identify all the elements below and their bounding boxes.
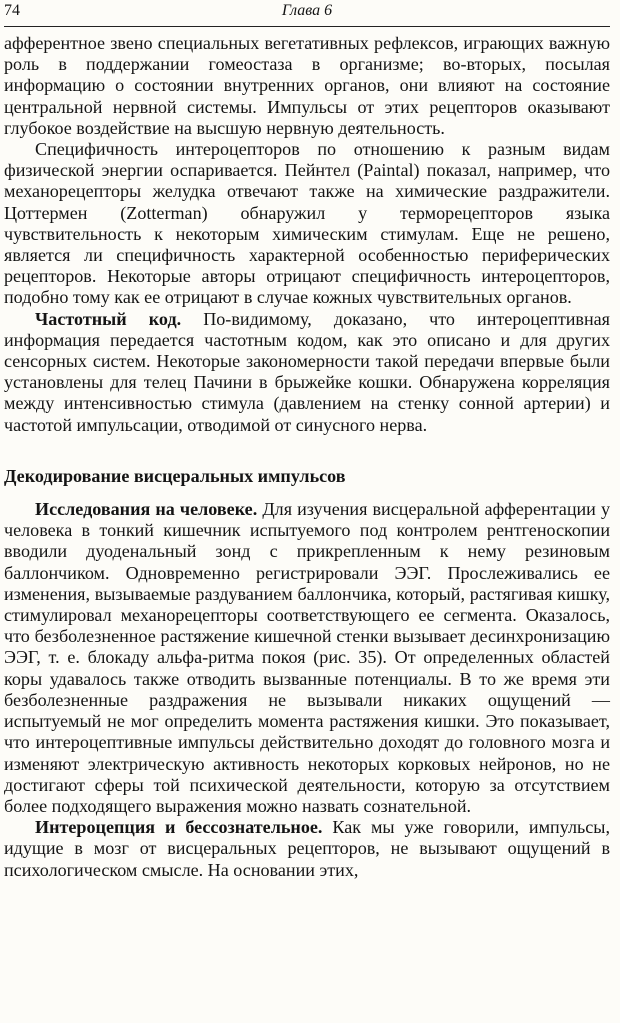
run-in-heading: Интероцепция и бессознательное.: [35, 817, 323, 838]
paragraph: [4, 817, 610, 881]
paragraph-text: Как мы уже говорили, импульсы, идущие в мозг от висцеральных рецепторов, не вызывают ощущений в психологическом смысле. На основании этих,: [4, 817, 610, 880]
paragraph-text: Специфичность интероцепторов по отношению к разным видам физической энергии оспаривается. Пейнтел (Paintal) показал, например, что механорецепторы желудка отвечают также на химические раздражители. Цоттермен (Zotterman) обнаружил у терморецепторов языка чувствительность к некоторым химическим стимулам. Еще не решено, является ли специфичность характерной особенностью периферических рецепторов. Некоторые авторы отрицают специфичность интероцепторов, подобно тому как ее отрицают в случае кожных чувствительных органов.: [4, 139, 610, 308]
running-head: [4, 0, 610, 22]
body-text: [4, 33, 610, 881]
paragraph-text: По-видимому, доказано, что интероцептивная информация передается частотным кодом, как это описано и для других сенсорных систем. Некоторые закономерности такой передачи впервые были установлены для телец Пачини в брыжейке кошки. Обнаружена корреляция между интенсивностью стимула (давлением на стенку сонной артерии) и частотой импульсации, отводимой от синусного нерва.: [4, 308, 610, 435]
paragraph-text: Для изучения висцеральной афферентации у человека в тонкий кишечник испытуемого под контролем рентгеноскопии вводили дуоденальный зонд с прикрепленным к нему резиновым баллончиком. Одновременно регистрировали ЭЭГ. Прослеживались ее изменения, вызываемые раздуванием баллончика, который, растягивая кишку, стимулировал механорецепторы соответствующего ее сегмента. Оказалось, что безболезненное растяжение кишечной стенки вызывает десинхронизацию ЭЭГ, т. е. блокаду альфа-ритма покоя (рис. 35). От определенных областей коры удавалось также отводить вызванные потенциалы. В то же время эти безболезненные раздражения не вызывали никаких ощущений — испытуемый не мог определить момента растяжения кишки. Это показывает, что интероцептивные импульсы действительно доходят до головного мозга и изменяют электрическую активность некоторых корковых нейронов, но не достигают сферы той психической деятельности, которую за отсутствием более подходящего выражения можно назвать сознательной.: [4, 499, 610, 816]
paragraphs-after-heading: [4, 499, 610, 881]
paragraph: [4, 499, 610, 817]
run-in-heading: Частотный код.: [35, 308, 182, 329]
run-in-heading: Исследования на человеке.: [35, 499, 258, 520]
page-number: 74: [4, 2, 20, 19]
paragraph: [4, 33, 610, 139]
header-rule: [4, 26, 610, 27]
chapter-title: Глава 6: [281, 2, 333, 19]
paragraph: [4, 139, 610, 309]
paragraph: [4, 309, 610, 436]
section-heading: Декодирование висцеральных импульсов: [4, 465, 346, 486]
paragraphs-before-heading: [4, 33, 610, 436]
paragraph-text: афферентное звено специальных вегетативных рефлексов, играющих важную роль в поддержании гомеостаза в организме; во-вторых, посылая информацию о состоянии внутренних органов, они влияют на состояние центральной нервной системы. Импульсы от этих рецепторов оказывают глубокое воздействие на высшую нервную деятельность.: [4, 33, 610, 138]
